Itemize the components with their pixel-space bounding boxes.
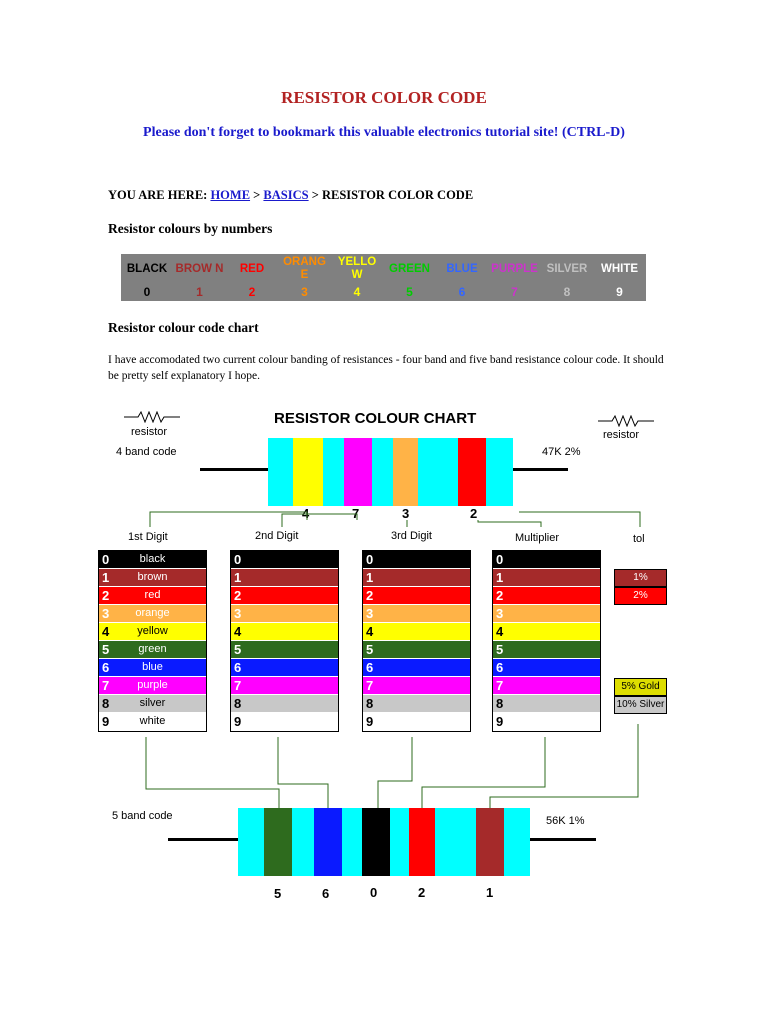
section-heading-numbers: Resistor colours by numbers	[108, 221, 273, 236]
chart-title: RESISTOR COLOUR CHART	[274, 410, 477, 427]
color-number-cell: 0	[143, 285, 151, 299]
color-name-cell: ORANG E	[283, 256, 326, 281]
digit-value: 5	[102, 642, 110, 657]
digit-value: 4	[234, 624, 242, 639]
color-name-cell: BROW N	[175, 262, 224, 275]
color-row-red	[493, 587, 600, 605]
digit-value: 0	[102, 552, 110, 567]
color-row-orange	[99, 605, 206, 623]
color-row-brown	[363, 569, 470, 587]
column-label: 3rd Digit	[391, 530, 432, 542]
color-row-purple	[363, 677, 470, 695]
digit-value: 0	[234, 552, 242, 567]
band-red	[409, 808, 435, 876]
digit-value: 5	[366, 642, 374, 657]
digit-value: 3	[366, 606, 374, 621]
color-row-black	[231, 551, 338, 569]
digit-value: 6	[366, 660, 374, 675]
color-name-cell: PURPLE	[491, 262, 538, 275]
color-row-green	[231, 641, 338, 659]
digit-value: 0	[366, 552, 374, 567]
color-row-green	[493, 641, 600, 659]
band-digit: 2	[418, 885, 426, 900]
digit-value: 4	[102, 624, 110, 639]
band-digit: 1	[486, 885, 494, 900]
digit-value: 2	[102, 588, 110, 603]
column-label: 2nd Digit	[255, 530, 299, 542]
color-row-blue	[363, 659, 470, 677]
band-digit: 7	[352, 506, 360, 521]
color-row-yellow	[231, 623, 338, 641]
color-name: red	[144, 589, 161, 601]
color-row-orange	[493, 605, 600, 623]
band-digit: 3	[402, 506, 410, 521]
color-row-silver	[99, 695, 206, 713]
digit-value: 7	[496, 678, 504, 693]
color-row-blue	[493, 659, 600, 677]
digit-value: 0	[496, 552, 504, 567]
color-row-green	[99, 641, 206, 659]
color-row-red	[231, 587, 338, 605]
color-name: black	[139, 553, 166, 565]
digit-value: 6	[496, 660, 504, 675]
resistor-label-left: resistor	[131, 426, 168, 438]
color-row-silver	[493, 695, 600, 713]
digit-value: 8	[496, 696, 504, 711]
tolerance-5pct-gold: 5% Gold	[614, 678, 667, 696]
band-black	[362, 808, 390, 876]
breadcrumb-prefix: YOU ARE HERE:	[108, 188, 211, 202]
color-name-cell: YELLO W	[337, 256, 377, 281]
band-digit: 4	[302, 506, 310, 521]
color-name: orange	[135, 607, 170, 619]
color-name: white	[139, 715, 166, 727]
color-row-white	[493, 713, 600, 731]
five-band-resistor	[238, 808, 530, 876]
digit-value: 3	[102, 606, 110, 621]
bookmark-notice: Please don't forget to bookmark this valuable electronics tutorial site! (CTRL-D)	[143, 125, 625, 140]
band-digit: 5	[274, 886, 282, 901]
color-row-silver	[363, 695, 470, 713]
digit-value: 9	[102, 714, 110, 729]
tolerance-10pct-silver: 10% Silver	[614, 696, 667, 714]
digit-value: 4	[366, 624, 374, 639]
color-name-cell: GREEN	[389, 262, 430, 275]
second-digit-column	[230, 550, 339, 732]
color-row-brown	[99, 569, 206, 587]
digit-value: 8	[102, 696, 110, 711]
color-row-yellow	[363, 623, 470, 641]
five-band-label: 5 band code	[112, 810, 173, 822]
color-number-cell: 9	[616, 285, 623, 299]
color-row-black	[363, 551, 470, 569]
digit-value: 1	[102, 570, 110, 585]
color-row-white	[99, 713, 206, 731]
color-row-yellow	[493, 623, 600, 641]
resistor-label-right: resistor	[603, 429, 640, 441]
digit-value: 2	[366, 588, 374, 603]
color-row-orange	[363, 605, 470, 623]
color-number-cell: 2	[248, 285, 256, 299]
digit-value: 5	[496, 642, 504, 657]
color-row-brown	[493, 569, 600, 587]
color-row-yellow	[99, 623, 206, 641]
color-number-cell: 3	[301, 285, 308, 299]
color-row-silver	[231, 695, 338, 713]
intro-paragraph: I have accomodated two current colour banding of resistances - four band and five band resistance colour code. It should be pretty self explanatory I hope.	[108, 354, 664, 382]
third-digit-column	[362, 550, 471, 732]
breadcrumb-home-link[interactable]: HOME	[210, 188, 251, 202]
color-name: yellow	[137, 625, 168, 637]
digit-value: 9	[366, 714, 374, 729]
color-name: purple	[137, 679, 168, 691]
tolerance-1pct: 1%	[614, 569, 667, 587]
color-row-orange	[231, 605, 338, 623]
color-row-purple	[493, 677, 600, 695]
color-row-red	[363, 587, 470, 605]
four-band-value: 47K 2%	[542, 446, 581, 458]
digit-value: 6	[102, 660, 110, 675]
color-name: brown	[137, 571, 168, 583]
multiplier-column	[492, 550, 601, 732]
page-title: RESISTOR COLOR CODE	[281, 88, 487, 107]
column-label: tol	[633, 533, 645, 545]
digit-value: 7	[366, 678, 374, 693]
lead-wire	[168, 838, 240, 841]
digit-value: 8	[366, 696, 374, 711]
first-digit-column	[98, 550, 207, 732]
color-row-black	[99, 551, 206, 569]
tolerance-2pct: 2%	[614, 587, 667, 605]
color-number-cell: 1	[196, 285, 203, 299]
color-number-cell: 7	[511, 285, 518, 299]
column-label: 1st Digit	[128, 531, 168, 543]
color-name: green	[138, 643, 167, 655]
color-name-cell: RED	[239, 262, 265, 275]
band-digit: 6	[322, 886, 330, 901]
lead-wire	[528, 838, 596, 841]
column-label: Multiplier	[515, 532, 560, 544]
color-row-purple	[99, 677, 206, 695]
color-row-white	[363, 713, 470, 731]
color-name: blue	[142, 661, 163, 673]
breadcrumb-basics-link[interactable]: BASICS	[263, 188, 309, 202]
color-number-cell: 6	[458, 285, 466, 299]
band-digit: 0	[370, 885, 378, 900]
section-heading-chart: Resistor colour code chart	[108, 320, 259, 335]
color-row-white	[231, 713, 338, 731]
color-name: silver	[139, 697, 166, 709]
digit-value: 4	[496, 624, 504, 639]
five-band-value: 56K 1%	[546, 815, 585, 827]
digit-value: 5	[234, 642, 242, 657]
digit-value: 3	[496, 606, 504, 621]
color-name-cell: SILVER	[546, 262, 588, 275]
digit-value: 9	[234, 714, 242, 729]
breadcrumb-current: > RESISTOR COLOR CODE	[308, 188, 474, 202]
digit-value: 7	[102, 678, 110, 693]
digit-value: 6	[234, 660, 242, 675]
color-row-green	[363, 641, 470, 659]
band-digit: 2	[470, 506, 478, 521]
four-band-label: 4 band code	[116, 446, 177, 458]
digit-value: 1	[496, 570, 504, 585]
color-row-blue	[231, 659, 338, 677]
color-number-cell: 5	[406, 285, 413, 299]
color-name-cell: WHITE	[600, 262, 639, 275]
color-name-cell: BLUE	[446, 262, 478, 275]
band-brown	[476, 808, 504, 876]
digit-value: 1	[234, 570, 242, 585]
color-row-black	[493, 551, 600, 569]
digit-value: 3	[234, 606, 242, 621]
color-row-red	[99, 587, 206, 605]
color-row-brown	[231, 569, 338, 587]
digit-value: 7	[234, 678, 242, 693]
color-number-cell: 4	[353, 285, 361, 299]
digit-value: 8	[234, 696, 242, 711]
color-row-blue	[99, 659, 206, 677]
band-green	[264, 808, 292, 876]
color-row-purple	[231, 677, 338, 695]
color-name-cell: BLACK	[126, 262, 168, 275]
digit-value: 2	[234, 588, 242, 603]
digit-value: 9	[496, 714, 504, 729]
band-blue	[314, 808, 342, 876]
digit-value: 1	[366, 570, 374, 585]
color-number-cell: 8	[563, 285, 571, 299]
digit-value: 2	[496, 588, 504, 603]
breadcrumb-separator: >	[250, 188, 264, 202]
